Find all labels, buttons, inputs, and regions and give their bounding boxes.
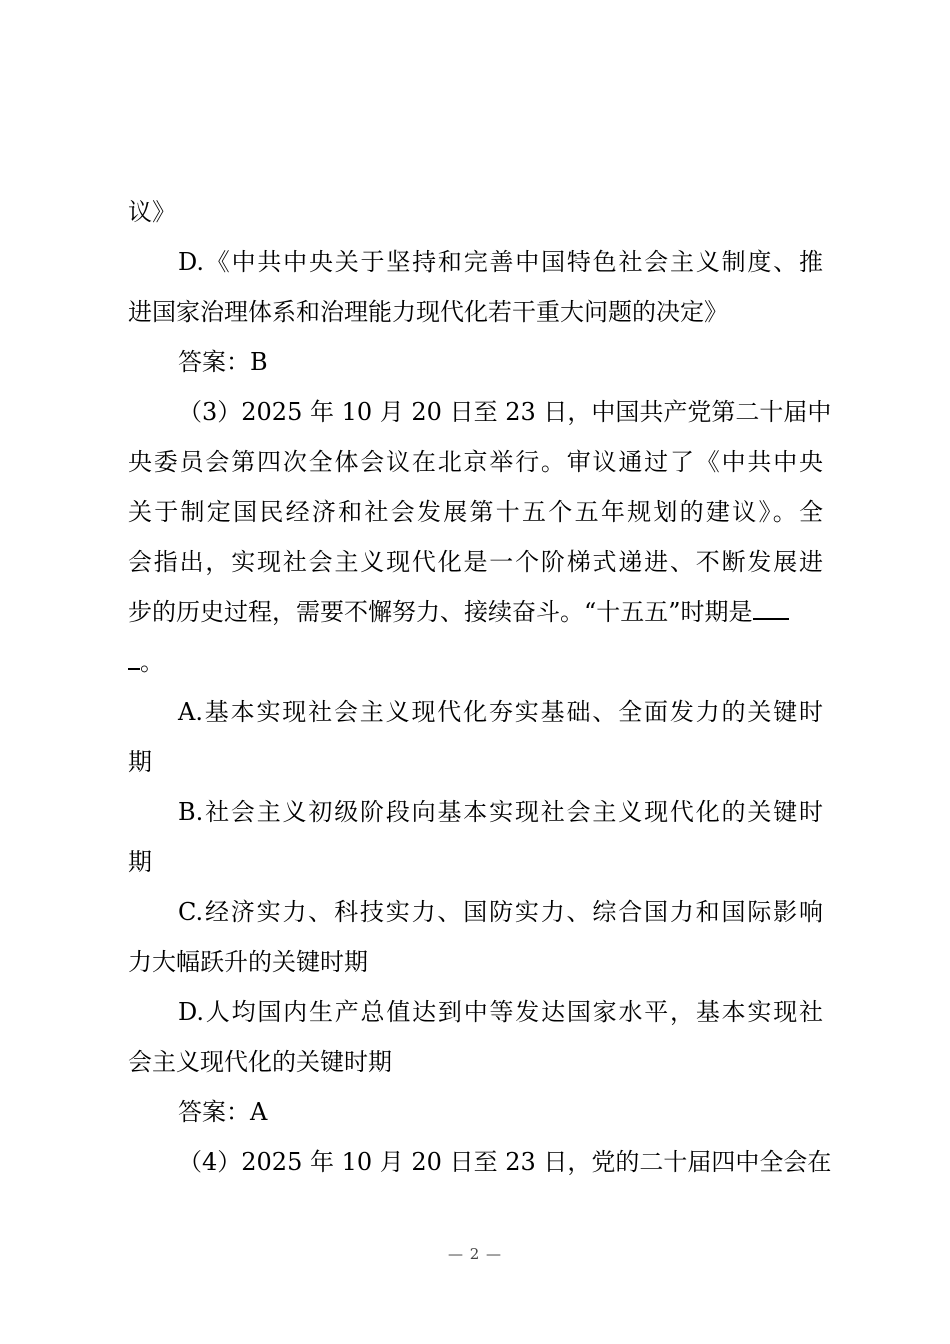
page-number: — 2 — [447, 1245, 503, 1263]
option-d-line-2: 进国家治理体系和治理能力现代化若干重大问题的决定》 [128, 298, 728, 326]
answer-blank-end [128, 648, 140, 670]
question-3-line-3: 关于制定国民经济和社会发展第十五个五年规划的建议》。全 [128, 498, 823, 526]
answer-line: 答案：B [178, 348, 268, 376]
question-3-line-6-text: 。 [140, 648, 164, 676]
option-d2-line-2: 会主义现代化的关键时期 [128, 1048, 392, 1076]
option-d2-line-1: D.人均国内生产总值达到中等发达国家水平，基本实现社 [178, 998, 823, 1026]
option-b-line-2: 期 [128, 848, 152, 876]
question-3-line-6 [128, 637, 823, 687]
question-3-line-5 [128, 587, 823, 637]
option-c-line-2: 力大幅跃升的关键时期 [128, 948, 368, 976]
option-c-line-1: C.经济实力、科技实力、国防实力、综合国力和国际影响 [178, 898, 823, 926]
question-3-line-2: 央委员会第四次全体会议在北京举行。审议通过了《中共中央 [128, 448, 823, 476]
question-3-line-1: （3）2025 年 10 月 20 日至 23 日，中国共产党第二十届中 [178, 398, 832, 426]
option-b-line-1: B.社会主义初级阶段向基本实现社会主义现代化的关键时 [178, 798, 823, 826]
question-4-line-1: （4）2025 年 10 月 20 日至 23 日，党的二十届四中全会在 [178, 1148, 832, 1176]
answer-blank [753, 598, 789, 620]
answer-line-2: 答案：A [178, 1098, 268, 1126]
option-a-line-1: A.基本实现社会主义现代化夯实基础、全面发力的关键时 [178, 698, 823, 726]
option-d-line-1: D.《中共中央关于坚持和完善中国特色社会主义制度、推 [178, 248, 823, 276]
option-a-line-2: 期 [128, 748, 152, 776]
question-3-line-5-text: 步的历史过程，需要不懈努力、接续奋斗。“十五五”时期是 [128, 598, 753, 626]
question-3-line-4: 会指出，实现社会主义现代化是一个阶梯式递进、不断发展进 [128, 548, 823, 576]
document-body [128, 187, 832, 1187]
text-line-continuation: 议》 [128, 198, 176, 226]
